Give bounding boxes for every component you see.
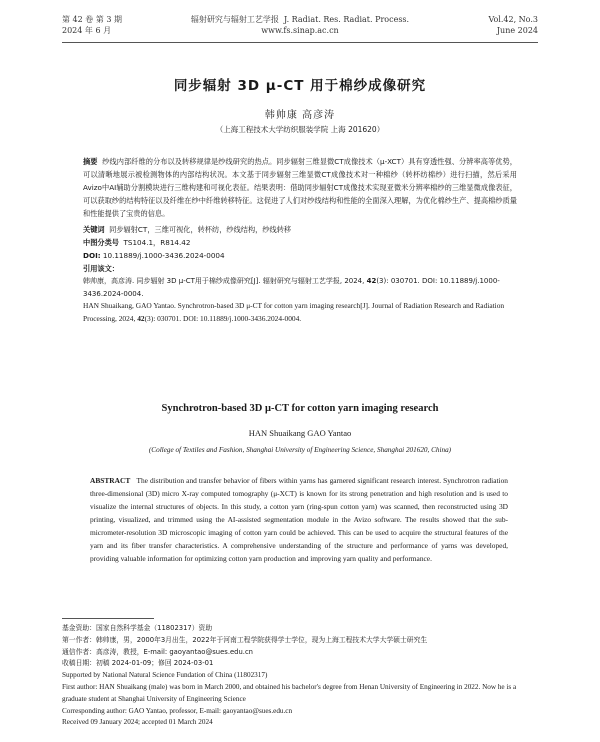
citation-cn: 韩帅康，高彦涛. 同步辐射 3D μ-CT用于棉纱成像研究[J]. 辐射研究与辐射工艺学报, 2024, 42(3): 030701. DOI: 10.11889/j.1000-3436.2024-0004. — [83, 277, 500, 298]
abstract-en-text: The distribution and transfer behavior of fibers within yarns has garnered significant research interest. Synchrotron radiation three-dimensional (3D) micro X-ray computed tomography (μ-XCT) is known for its strong penetration and high resolution and is used to visualize the internal structures of objects. In this study, a cotton yarn (ring-spun cotton yarn) was scanned, then reconstructed using 3D printing, visualized, and trimmed using the AI-assisted segmentation module in the Avizo software. The results showed that the sub-micrometer-resolution 3D microscopic imaging of cotton yarn could be achieved. This can be used to acquire the structural features of the yarn and its fiber transfer characteristics. A comprehensive understanding of the structure and performance of yarns was developed, providing valuable information for optimizing cotton yarn production and improving yarn quality and performance. — [90, 476, 508, 563]
affiliation-cn: （上海工程技术大学纺织服装学院 上海 201620） — [215, 125, 385, 134]
first-author-en: First author: HAN Shuaikang (male) was born in March 2000, and obtained his bachelor's degree from Henan University of Engineering in 2022. Now he is a graduate student at Shanghai University of Engineering Science — [62, 682, 517, 703]
header-journal — [160, 14, 440, 36]
citation-block — [83, 275, 519, 325]
classification-label: 中图分类号 — [83, 238, 119, 247]
doi-label: DOI: — [83, 251, 101, 260]
citation-en: HAN Shuaikang, GAO Yantao. Synchrotron-based 3D μ-CT for cotton yarn imaging research[J]. Journal of Radiation Research and Radiation Processing, 2024, 42(3): 030701. DOI: 10.11889/j.1000-3436.2024-0004. — [83, 301, 505, 323]
fund-en: Supported by National Natural Science Fundation of China (11802317) — [62, 671, 268, 680]
abstract-cn-text: 纱线内部纤维的分布以及转移规律是纱线研究的热点。同步辐射三维显微CT成像技术（μ-XCT）具有穿透性强、分辨率高等优势，可以清晰地展示被检测物体的内部结构状况。本文基于同步辐射三维显微CT成像技术对一种棉纱（转杯纺棉纱）进行扫描，然后采用Avizo中AI辅助分割模块进行三维构建和可视化表征。结果表明：借助同步辐射CT成像技术实现亚微米分辨率棉纱的三维显微成像表征，可以获取纱的结构特征以及纤维在纱中纤维转移特征。这促进了人们对纱线结构和性能的全面深入理解，为优化棉纱生产、提高棉纱质量和性能提供了宝贵的信息。 — [83, 157, 517, 218]
fund-cn: 基金资助：国家自然科学基金（11802317）资助 — [62, 624, 213, 632]
doi-line — [83, 249, 523, 262]
classification-text: TS104.1，R814.42 — [123, 238, 191, 247]
journal-website[interactable]: www.fs.sinap.ac.cn — [261, 26, 339, 35]
paper-title-en: Synchrotron-based 3D μ-CT for cotton yarn imaging research — [161, 403, 439, 414]
footnotes — [62, 623, 540, 729]
authors-cn: 韩帅康 高彦涛 — [264, 110, 336, 121]
keywords-text: 同步辐射CT，三维可视化，转杯纺，纱线结构，纱线转移 — [109, 225, 292, 234]
abstract-cn-label: 摘要 — [83, 157, 98, 166]
abstract-en-label: ABSTRACT — [90, 476, 131, 485]
journal-en: J. Radiat. Res. Radiat. Process. — [284, 15, 410, 24]
affiliation-en: (College of Textiles and Fashion, Shanghai University of Engineering Science, Shanghai 201620, China) — [148, 446, 452, 454]
classification-number — [83, 236, 523, 249]
volume-cn: 第 42 卷 第 3 期 — [62, 15, 122, 24]
citation-label: 引用该文： — [83, 264, 119, 273]
received-en: Received 09 January 2024; accepted 01 March 2024 — [62, 718, 213, 727]
journal-cn: 辐射研究与辐射工艺学报 — [190, 15, 279, 24]
received-cn: 收稿日期：初稿 2024-01-09；修回 2024-03-01 — [62, 659, 214, 668]
abstract-en — [90, 474, 508, 565]
first-author-cn: 第一作者：韩帅康，男，2000年3月出生，2022年于河南工程学院获得学士学位，现为上海工程技术大学大学硕士研究生 — [62, 635, 428, 644]
footnote-rule — [62, 618, 154, 619]
header-volume-en — [488, 14, 538, 36]
date-en: June 2024 — [496, 26, 538, 35]
doi-text[interactable]: 10.11889/j.1000-3436.2024-0004 — [102, 251, 225, 260]
authors-en: HAN Shuaikang GAO Yantao — [248, 428, 352, 438]
paper-title-cn: 同步辐射 3D μ-CT 用于棉纱成像研究 — [173, 78, 427, 94]
header-volume-cn — [62, 14, 122, 36]
keywords-cn — [83, 223, 523, 236]
date-cn: 2024 年 6 月 — [62, 26, 112, 35]
corresponding-en: Corresponding author: GAO Yantao, professor, E-mail: gaoyantao@sues.edu.cn — [62, 706, 293, 715]
corresponding-cn: 通信作者：高彦涛，教授，E-mail: gaoyantao@sues.edu.cn — [62, 647, 253, 656]
keywords-label: 关键词 — [83, 225, 105, 234]
header-rule — [62, 42, 538, 43]
volume-en: Vol.42, No.3 — [488, 15, 538, 24]
abstract-cn — [83, 155, 517, 220]
